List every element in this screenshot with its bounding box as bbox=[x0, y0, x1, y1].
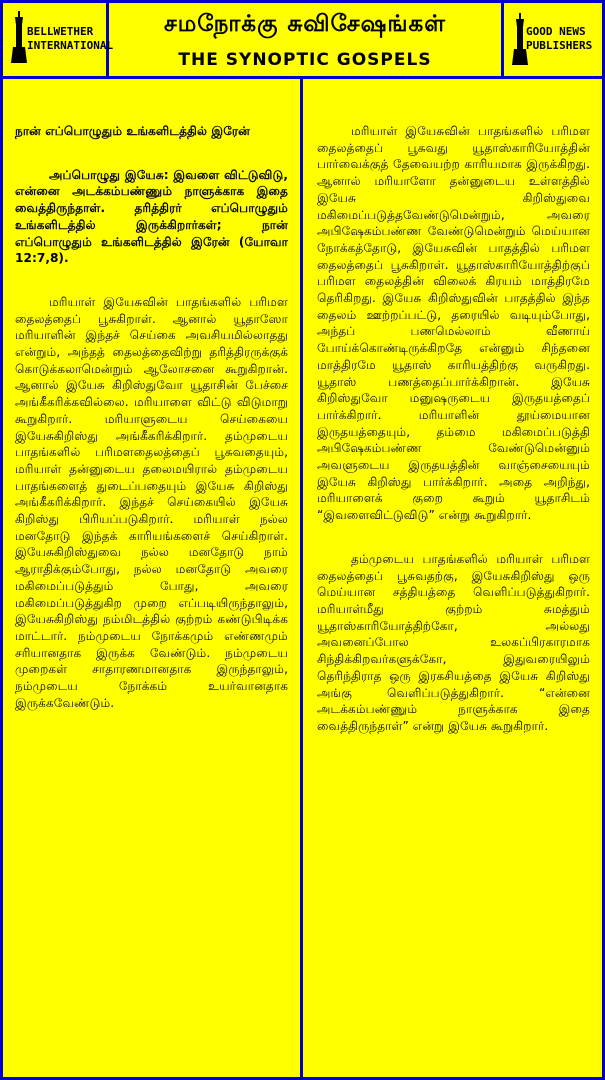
section-heading: நான் எப்பொழுதும் உங்களிடத்தில் இரேன் bbox=[15, 124, 250, 138]
right-logo-line2: PUBLISHERS bbox=[526, 39, 593, 52]
good-news-logo bbox=[501, 3, 602, 76]
left-column bbox=[3, 79, 303, 1077]
scripture-verse: அப்பொழுது இயேசு: இவளை விட்டுவிடு, என்னை அடக்கம்பண்ணும் நாளுக்காக இதை வைத்திருந்தாள். தரித்திரர் எப்பொழுதும் உங்களிடத்தில் இருக்கிறார்கள்; நான் எப்பொழுதும் உங்களிடத்தில் இரேன் (யோவா 12:7,8). bbox=[15, 167, 288, 266]
right-paragraph-1: மரியாள் இயேசுவின் பாதங்களில் பரிமள தைலத்தைப் பூசுவது யூதாஸ்காரியோத்தின் பார்வைக்குத் தேவையற்ற காரியமாக இருக்கிறது. ஆனால் மரியாளோ தன்னுடைய உள்ளத்தில் இயேசு கிறிஸ்துவை மகிமைப்படுத்தவேண்டுமென்றும், அவரை அபிஷேகம்பண்ண வேண்டுமென்றும் மெய்யான நோக்கத்தோடு, இயேசுவின் பாதத்தில் பரிமள தைலத்தைப் பூசுகிறாள். யூதாஸ்காரியோத்திற்குப் பரிமள தைலத்தின் விலைக் கிரயம் மாத்திரமே தெரிகிறது. இயேசு கிறிஸ்துவின் பாதத்தில் இந்த தைலம் ஊற்றப்பட்டு, தரையில் வடியும்போது, அந்தப் பணமெல்லாம் வீணாய் போய்க்கொண்டிருக்கிறதே என்னும் சிந்தனை மாத்திரமே யூதாஸ் காரியத்திற்கு வருகிறது. யூதாஸ் பணத்தைப்பார்க்கிறான். இயேசு கிறிஸ்துவோ மனுஷருடைய இருதயத்தைப் பார்க்கிறார். மரியாளின் தூய்மையான இருதயத்தையும், தம்மை மகிமைப்படுத்தி அபிஷேகம்பண்ண வேண்டுமென்னும் அவளுடைய இருதயத்தின் வாஞ்சையையும் இயேசு கிறிஸ்து பார்க்கிறார். அதை அறிந்து, மரியாளைக் குறை கூறும் யூதாசிடம் “இவளைவிட்டுவிடு” என்று கூறுகிறார். bbox=[317, 124, 590, 523]
left-paragraph-1: மரியாள் இயேசுவின் பாதங்களில் பரிமள தைலத்தைப் பூசுகிறாள். ஆனால் யூதாஸோ மரியாளின் இந்தச் செய்கை அவசியமில்லாதது என்றும், அந்தத் தைலத்தைவிற்று தரித்திரருக்குக் கொடுக்கலாமென்றும் ஆலோசனை கூறுகிறான். ஆனால் இயேசு கிறிஸ்துவோ யூதாசின் பேச்சை அங்கீகரிக்கவில்லை. மரியாளை விட்டு விடுமாறு கூறுகிறார். மரியாளுடைய செய்கையை இயேசுகிறிஸ்து அங்கீகரிக்கிறார். தம்முடைய பாதங்களில் பரிமளதைலத்தைப் பூசுவதையும், மரியாள் தன்னுடைய தலைமயிரால் தம்முடைய பாதங்களைத் துடைப்பதையும் இயேசு கிறிஸ்து அங்கீகரிக்கிறார். இந்தச் செய்கையில் இயேசு கிறிஸ்து பிரியப்படுகிறார். மரியாள் நல்ல மனதோடு இந்தக் காரியங்களைச் செய்கிறாள். இயேசுகிறிஸ்துவை நல்ல மனதோடு நாம் ஆராதிக்கும்போது, நல்ல மனதோடு அவரை மகிமைப்படுத்தும் போது, அவரை மகிமைப்படுத்துகிற முறை எப்படியிருந்தாலும், இயேசுகிறிஸ்து நம்மிடத்தில் குற்றம் கண்டுபிடிக்க மாட்டார். நம்முடைய நோக்கமும் எண்ணமும் சரியானதாக இருக்க வேண்டும். நம்முடைய முறைகள் சாதாரணமானதாக இருந்தாலும், நம்முடைய நோக்கம் உயர்வானதாக இருக்கவேண்டும். bbox=[15, 294, 288, 710]
title-tamil: சமநோக்கு சுவிசேஷங்கள் bbox=[164, 11, 446, 37]
right-column bbox=[303, 79, 602, 1077]
tower-icon bbox=[11, 11, 27, 63]
left-logo-line1: BELLWETHER bbox=[27, 25, 94, 38]
right-paragraph-2: தம்முடைய பாதங்களில் மரியாள் பரிமள தைலத்தைப் பூசுவதற்கு, இயேசுகிறிஸ்து ஒரு மெய்யான சத்தியத்தை வெளிப்படுத்துகிறார். மரியாள்மீது குற்றம் சுமத்தும் யூதாஸ்காரியோத்திற்கோ, அல்லது அவனைப்போல உலகப்பிரகாரமாக சிந்திக்கிறவர்களுக்கோ, இதுவரையிலும் தெரிந்திராத ஒரு இரகசியத்தை இயேசு கிறிஸ்து அங்கு வெளிப்படுத்துகிறார். “என்னை அடக்கம்பண்ணும் நாளுக்காக இதை வைத்திருந்தாள்” என்று இயேசு கூறுகிறார். bbox=[317, 551, 590, 733]
title-english: THE SYNOPTIC GOSPELS bbox=[178, 50, 432, 70]
bellwether-logo bbox=[3, 3, 114, 76]
right-logo-line1: GOOD NEWS bbox=[526, 25, 586, 38]
header bbox=[3, 3, 602, 79]
title-box bbox=[109, 3, 501, 76]
left-logo-line2: INTERNATIONAL bbox=[27, 39, 114, 52]
